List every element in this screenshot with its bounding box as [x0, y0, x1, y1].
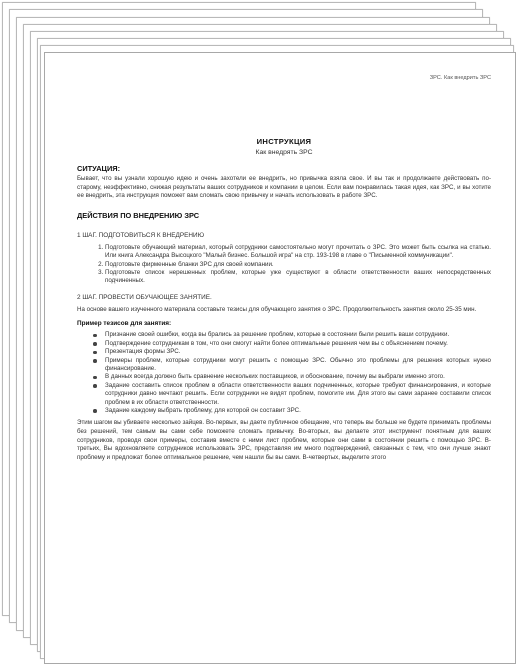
step2-title: 2 ШАГ. ПРОВЕСТИ ОБУЧАЮЩЕЕ ЗАНЯТИЕ.	[77, 293, 212, 301]
document-title: ИНСТРУКЦИЯ	[256, 137, 312, 146]
situation-text: Бывает, что вы узнали хорошую идею и очень захотели ее внедрить, но привычка взяла свое. И вы так и продолжаете действовать по-старому, неэффективно, снижая результаты ваших сотрудников и компании в целом. Если вам понравилась такая идея, как ЗРС, и вы хотите ее внедрить, эта инструкция поможет вам сломать свою привычку и начать использовать в работе ЗРС.	[77, 175, 491, 200]
example-bullet: В данных всегда должно быть сравнение нескольких поставщиков, и обоснование, почему вы выбрали именно этого.	[105, 373, 491, 381]
step1-item: 2. Подготовьте фирменные бланки ЗРС для своей компании.	[105, 261, 491, 269]
example-bullet: Признание своей ошибки, когда вы брались за решение проблем, которые в состоянии были решить ваши сотрудники.	[105, 331, 491, 339]
step2-intro: На основе вашего изученного материала составьте тезисы для обучающего занятия о ЗРС. Продолжительность занятия около 25-35 мин.	[77, 305, 477, 313]
example-bullet: Презентация формы ЗРС.	[105, 348, 491, 356]
step1-item: 3. Подготовьте список нерешенных проблем, которые уже существуют в области ответственности ваших непосредственных подчиненных.	[105, 269, 491, 286]
step2-closing: Этим шагом вы убиваете несколько зайцев. Во-первых, вы даете публичное обещание, что теперь вы больше не будете принимать проблемы без решений, тем самым вы сами себе поможете сломать привычку. Во-вторых, вы делаете этот инструмент понятным для ваших сотрудников, проводя свои примеры, составив вместе с ними лист проблем, которые они сами в состоянии решить с помощью ЗРС. В-третьих, Вы вдохновляете сотрудников использовать ЗРС, представляя им много подтверждений, связанных с тем, что они лучше знают проблему и предложат более оптимальное решение, чем нашли бы вы сами. В-четвертых, выделите этого	[77, 419, 491, 461]
step1-title: 1 ШАГ. ПОДГОТОВИТЬСЯ К ВНЕДРЕНИЮ	[77, 231, 205, 239]
document-subtitle: Как внедрять ЗРС	[255, 149, 313, 156]
situation-heading: СИТУАЦИЯ:	[77, 164, 121, 173]
step1-item: 1. Подготовьте обучающий материал, который сотрудники самостоятельно могут прочитать о ЗРС. Это может быть ссылка на статью. Или книга Александра Высоцкого "Малый бизнес. Большой игра" на стр. 193-198 в главе о "Письменной коммуникации".	[105, 244, 491, 261]
actions-heading: ДЕЙСТВИЯ ПО ВНЕДРЕНИЮ ЗРС	[77, 210, 200, 220]
example-bullet: Примеры проблем, которые сотрудники могут решить с помощью ЗРС. Обычно это проблемы для решения которых нужно финансирование.	[105, 356, 491, 373]
example-bullet: Задание каждому выбрать проблему, для которой он составит ЗРС.	[105, 407, 491, 415]
header-note: ЗРС. Как внедрить ЗРС	[429, 75, 491, 81]
example-bullets	[77, 331, 491, 415]
example-bullet: Задание составить список проблем в области ответственности ваших подчиненных, которые требуют финансирования, и которые сотрудники давно мечтают решить. Если сотрудники не видят проблем, помогите им. Для этого вы сами заранее составили список проблем в их области ответственности.	[105, 381, 491, 406]
example-title: Пример тезисов для занятия:	[77, 320, 172, 328]
step1-list	[77, 244, 491, 286]
document-page	[44, 52, 516, 664]
example-bullet: Подтверждение сотрудникам в том, что они смогут найти более оптимальные решения чем вы с объяснением почему.	[105, 340, 491, 348]
